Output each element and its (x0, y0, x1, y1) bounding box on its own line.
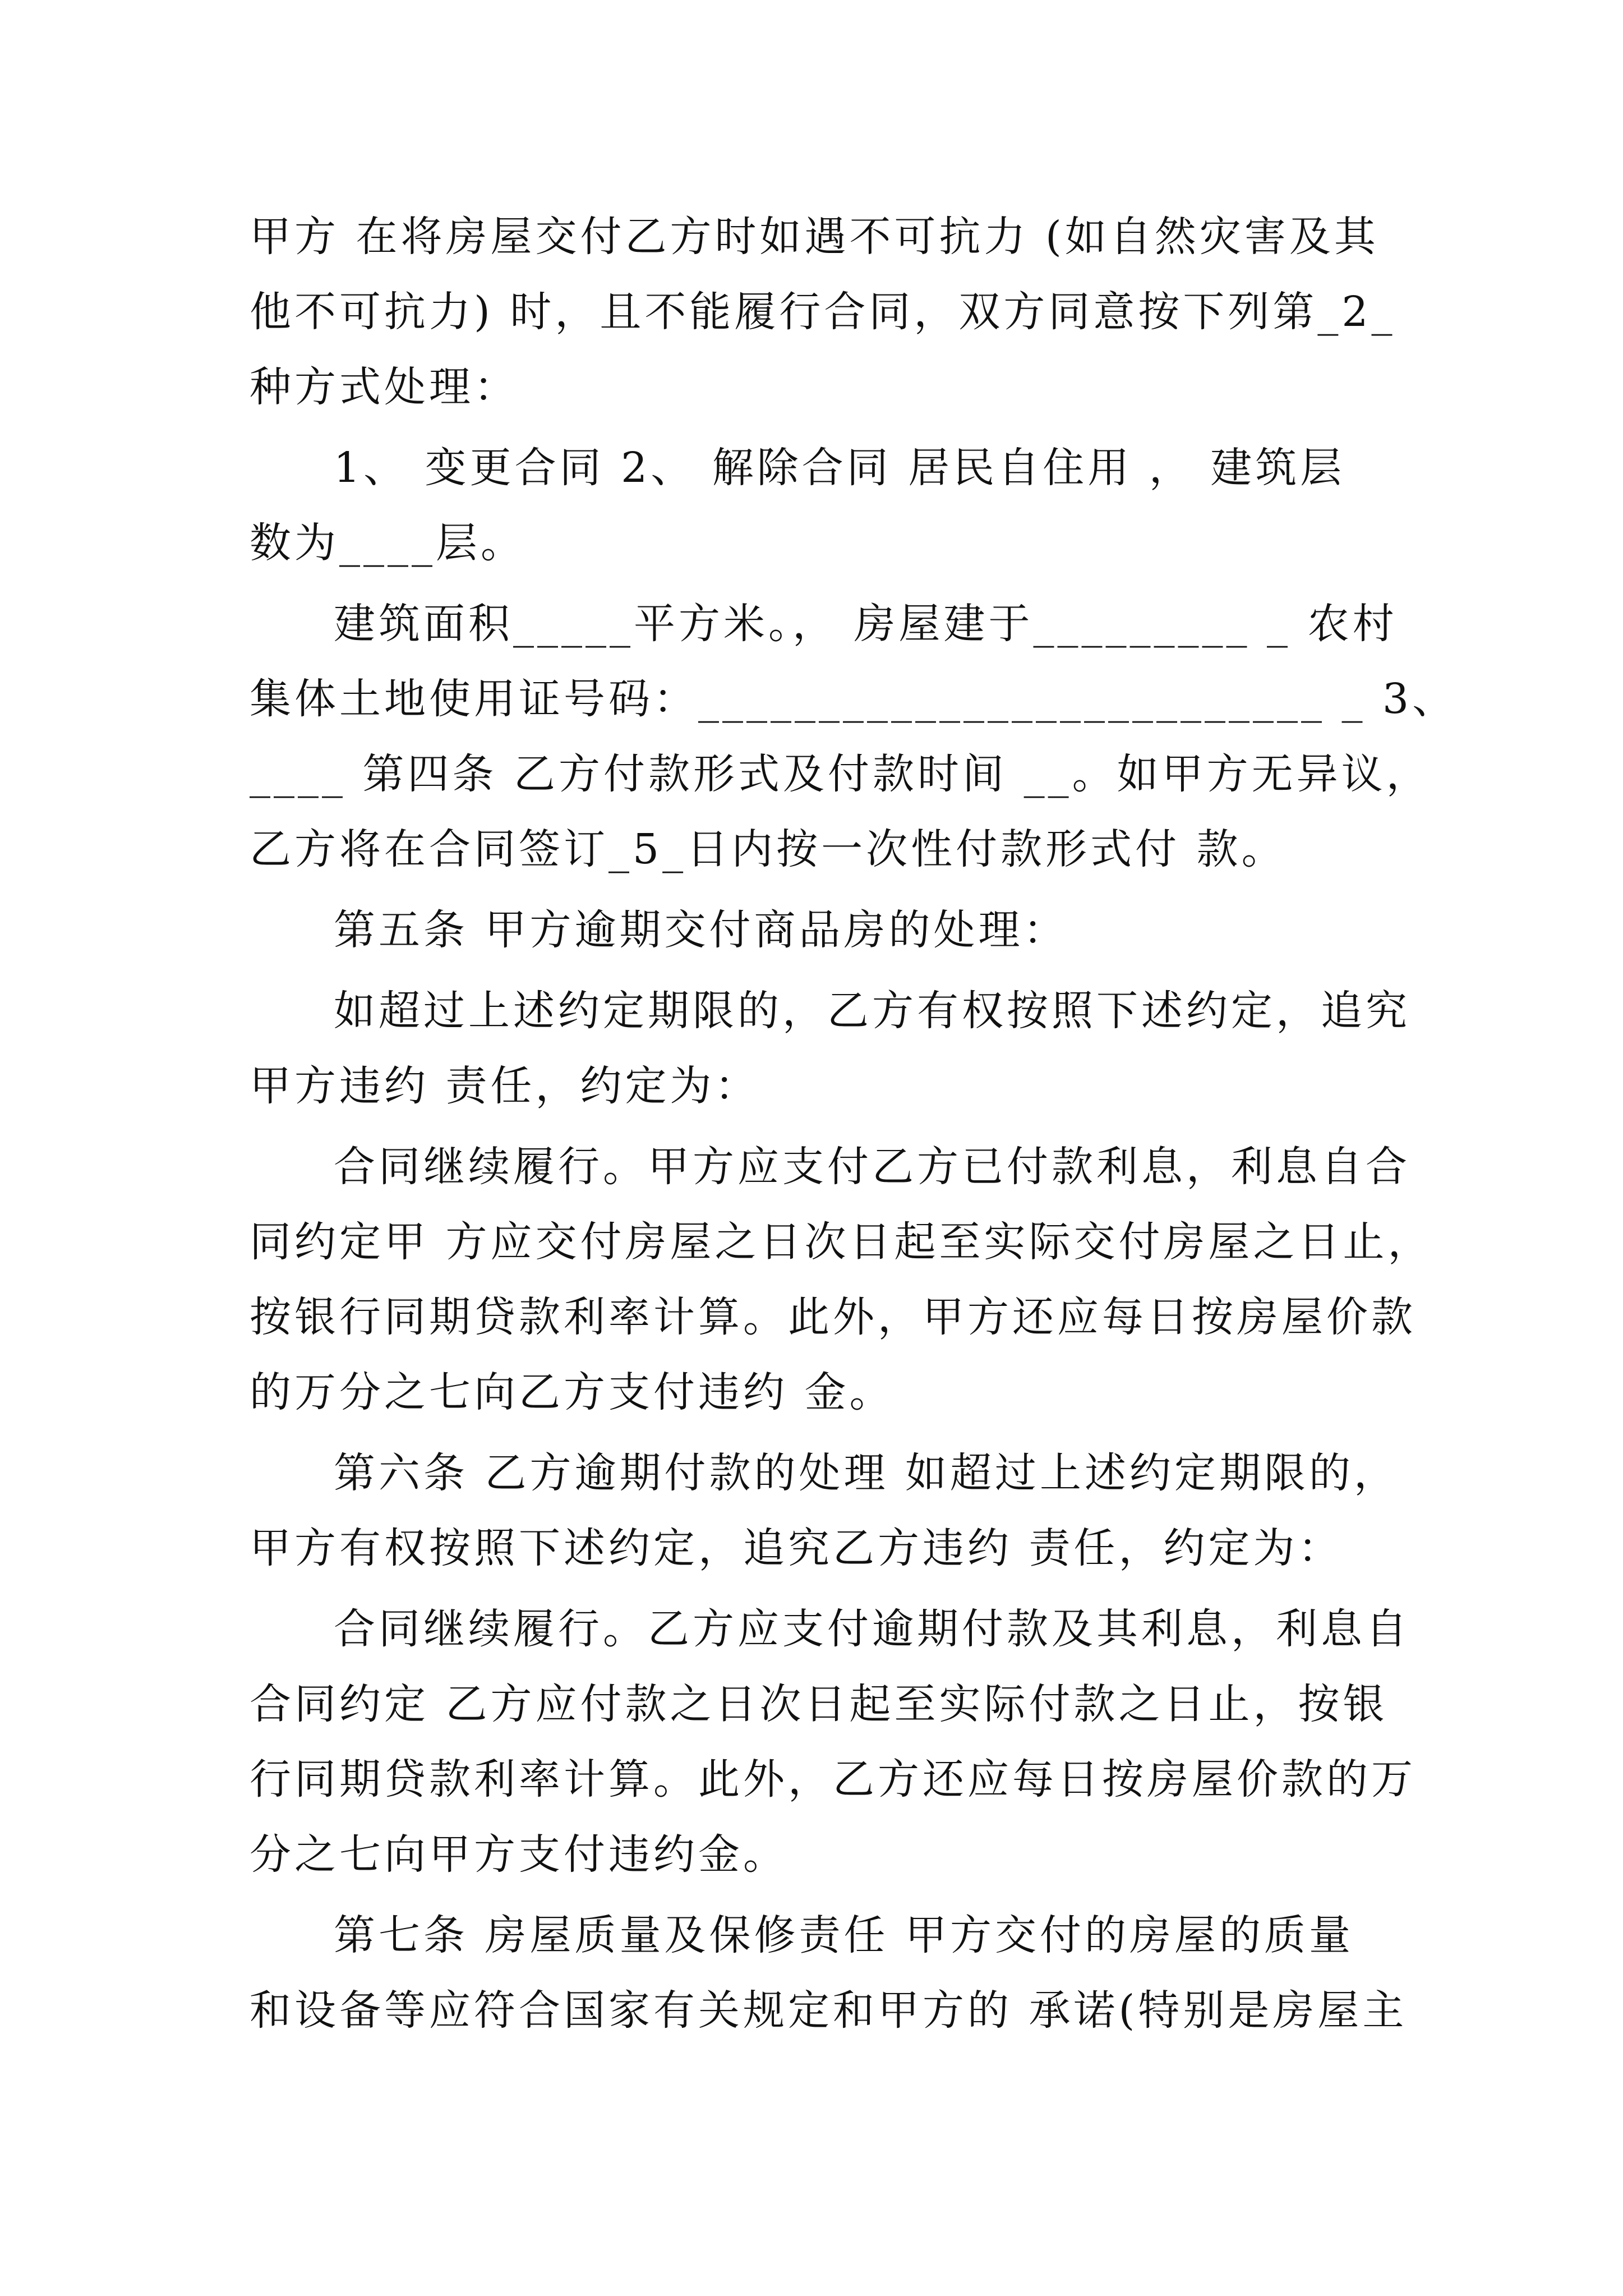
text-line: 第六条 乙方逾期付款的处理 如超过上述约定期限的， (334, 1449, 1399, 1497)
text-line: 他不可抗力) 时，且不能履行合同，双方同意按下列第_2_ (250, 288, 1396, 336)
text-line: 和设备等应符合国家有关规定和甲方的 承诺(特别是房屋主 (250, 1986, 1408, 2035)
text-line: 种方式处理： (250, 363, 519, 411)
text-line: 甲方有权按照下述约定，追究乙方违约 责任，约定为： (250, 1524, 1343, 1572)
text-line: 分之七向甲方支付违约金。 (250, 1830, 788, 1879)
text-line: 乙方将在合同签订_5_日内按一次性付款形式付 款。 (250, 825, 1287, 873)
text-line: 甲方违约 责任，约定为： (250, 1062, 760, 1110)
text-line: 甲方 在将房屋交付乙方时如遇不可抗力 (如自然灾害及其 (250, 213, 1379, 261)
text-line: 按银行同期贷款利率计算。此外，甲方还应每日按房屋价款 (250, 1293, 1416, 1341)
text-line: 1、 变更合同 2、 解除合同 居民自住用 ， 建筑层 (334, 444, 1345, 492)
text-line: 如超过上述约定期限的，乙方有权按照下述约定，追究 (334, 987, 1410, 1035)
text-line: 数为____层。 (250, 519, 525, 567)
text-line: 的万分之七向乙方支付违约 金。 (250, 1368, 895, 1416)
text-line: 建筑面积_____平方米。， 房屋建于_________ _ 农村 (334, 600, 1398, 648)
text-line: 行同期贷款利率计算。此外，乙方还应每日按房屋价款的万 (250, 1755, 1416, 1803)
text-line: 合同约定 乙方应付款之日次日起至实际付款之日止，按银 (250, 1680, 1388, 1728)
text-line: 合同继续履行。乙方应支付逾期付款及其利息，利息自 (334, 1605, 1410, 1653)
text-line: 第七条 房屋质量及保修责任 甲方交付的房屋的质量 (334, 1911, 1354, 1959)
text-line: 合同继续履行。甲方应支付乙方已付款利息，利息自合 (334, 1143, 1410, 1191)
text-line: 同约定甲 方应交付房屋之日次日起至实际交付房屋之日止， (250, 1218, 1433, 1266)
text-line: ____ 第四条 乙方付款形式及付款时间 __。如甲方无异议， (250, 750, 1431, 798)
text-line: 集体土地使用证号码：__________________________ _ 3、 (250, 675, 1458, 723)
text-line: 第五条 甲方逾期交付商品房的处理： (334, 906, 1068, 954)
